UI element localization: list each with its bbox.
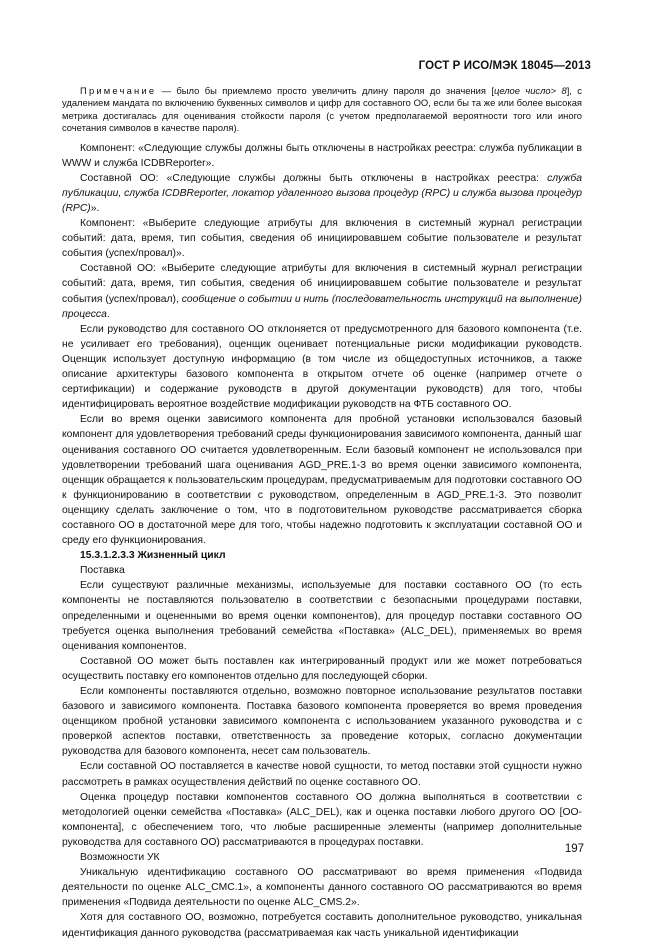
- note-italic: целое число> 8: [494, 85, 567, 96]
- paragraph-trial-install: Если во время оценки зависимого компонента для пробной установки использовался базовый компонент для удовлетворения требований среды функционирования зависимого компонента, данный шаг оценивания составного ОО считается удовлетворенным. Если базовый компонент не использовался при удовлетворении требований шага оценивания AGD_PRE.1-3 во время оценки зависимого компонента, оценщик обращается к пользовательским процедурам, предусматриваемым для подготовки составного ОО к функционированию в соответствии с руководством, определенным в AGD_PRE.1-3. Это позволит оценщику сделать заключение о том, что в подготовительном руководстве рассматривается сборка составного ОО в достаточной мере для того, чтобы надежно подготовить к эксплуатации составной ОО и среду его функционирования.: [62, 414, 582, 547]
- paragraph-delivery-3: Если компоненты поставляются отдельно, возможно повторное использование результатов поставки базового и зависимого компонента. Поставка базового компонента проверяется во время проведения оценщиком пробной установки зависимого компонента с использованием указанного руководства и с проверкой аспектов поставки, ответственность за проведение которых, согласно документации руководства для базового компонента, несет сам пользователь.: [62, 686, 582, 758]
- composite-1-end: ».: [90, 203, 100, 214]
- section-heading: 15.3.1.2.3.3 Жизненный цикл: [80, 550, 226, 562]
- note-text-b: ], с удалением мандата по включению буквенных символов и цифр для составного ОО, если бы та же или более высокая метрика достигалась для оценивания стойкости пароля (с учетом предполагаемой вероятности того или иного сочетания символов в качестве пароля).: [62, 85, 582, 134]
- paragraph-delivery-4: Если составной ОО поставляется в качестве новой сущности, то метод поставки этой сущности нужно рассмотреть в рамках осуществления действий по оценке составного ОО.: [62, 761, 582, 788]
- composite-2-end: .: [106, 308, 110, 320]
- paragraph-composite-1: [62, 171, 582, 216]
- composite-1-italic: служба публикации, служба ICDBReporter, локатор удаленного вызова процедур (RPC) и служба вызова процедур (RPC): [62, 172, 582, 214]
- paragraph-guidance-risk: Если руководство для составного ОО отклоняется от предусмотренного для базового компонента (т.е. не усиливает его требования), оценщик оценивает потенциальные риски модификации руководств. Оценщик использует доступную информацию (в том числе из общедоступных источников, а также описание архитектуры базового компонента в открытом отчете об оценке (например отчете о сертификации) и содержание руководств в другой документации руководств) для того, чтобы идентифицировать вероятное воздействие модификации руководств на ФТБ составного ОО.: [62, 323, 582, 411]
- paragraph-component-2: Компонент: «Выберите следующие атрибуты для включения в системный журнал регистрации событий: дата, время, тип события, сведения об инициировавшем событие пользователе и результат события (успех/провал)».: [62, 218, 582, 260]
- standard-header: ГОСТ Р ИСО/МЭК 18045—2013: [418, 60, 591, 72]
- paragraph-delivery-1: Если существуют различные механизмы, используемые для поставки составного ОО (то есть компоненты не поставляются пользователю в соответствии с безопасными процедурами поставки, определенными и оцененными во время оценки компонентов), для процедур поставки составного ОО требуется оценка выполнения требований семейства «Поставка» (ALC_DEL), применяемых во время оценивания компонентов.: [62, 580, 582, 652]
- composite-2-text: Составной ОО: «Выберите следующие атрибуты для включения в системный журнал регистрации событий: дата, время, тип события, сведения об инициировавшем событие пользователе и результат события (успех/провал),: [62, 263, 582, 305]
- composite-1-text: Составной ОО: «Следующие службы должны быть отключены в настройках реестра:: [80, 172, 548, 184]
- paragraph-cm-1: Уникальную идентификацию составного ОО рассматривают во время применения «Подвида деятельности по оценке ALC_CMC.1», а компоненты данного составного ОО рассматриваются во время применения «Подвида деятельности по оценке ALC_CMS.2».: [62, 867, 582, 909]
- paragraph-component-1: Компонент: «Следующие службы должны быть отключены в настройках реестра: служба публикации в WWW и служба ICDBReporter».: [62, 142, 582, 169]
- page-body: [62, 85, 582, 941]
- subheading-delivery: Поставка: [80, 565, 125, 577]
- composite-2-italic: сообщение о событии и нить (последовательность инструкций на выполнение) процесса: [62, 293, 582, 320]
- paragraph-cm-2: Хотя для составного ОО, возможно, потребуется составить дополнительное руководство, уникальная идентификация данного руководства (рассматриваемая как часть уникальной идентификации: [62, 912, 582, 939]
- page-number: 197: [564, 843, 584, 855]
- paragraph-composite-2: [62, 261, 582, 321]
- paragraph-delivery-5: Оценка процедур поставки компонентов составного ОО должна выполняться в соответствии с методологией оценки семейства «Поставка» (ALC_DEL), как и оценка поставки любого другого ОО [ОО-компонента], с обеспечением того, что любые расширенные элементы (например дополнительные руководства для составного ОО) рассматриваются в процедурах поставки.: [62, 791, 582, 848]
- note-label: Примечание: [80, 85, 157, 96]
- note-text-a: — было бы приемлемо просто увеличить длину пароля до значения [: [156, 85, 494, 96]
- paragraph-delivery-2: Составной ОО может быть поставлен как интегрированный продукт или же может потребоваться осуществить поставку его компонентов отдельно для последующей сборки.: [62, 655, 582, 682]
- subheading-cm: Возможности УК: [80, 852, 160, 864]
- note-block: [62, 85, 582, 135]
